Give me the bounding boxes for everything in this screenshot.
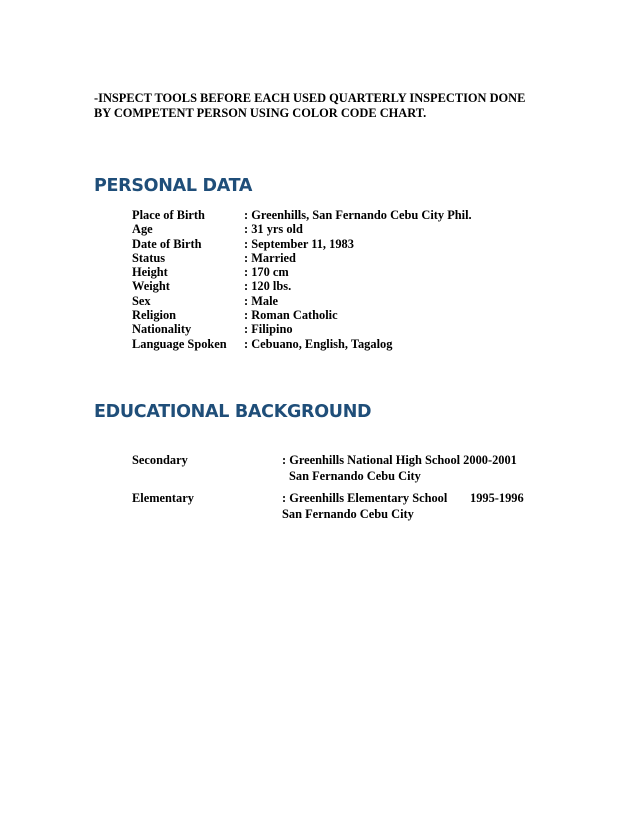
status-value: : Married <box>244 250 296 265</box>
personal-data-row <box>132 251 472 265</box>
personal-data-row <box>132 208 472 222</box>
height-value: : 170 cm <box>244 265 289 280</box>
personal-data-row <box>132 308 472 322</box>
inspection-note-line-1: -INSPECT TOOLS BEFORE EACH USED QUARTERLY INSPECTION DONE <box>94 91 526 105</box>
elementary-years: 1995-1996 <box>470 491 524 505</box>
religion-value: : Roman Catholic <box>244 308 338 323</box>
personal-data-row <box>132 294 472 308</box>
inspection-note-line-2: BY COMPETENT PERSON USING COLOR CODE CHART. <box>94 106 427 120</box>
personal-data-row <box>132 337 472 351</box>
weight-value: : 120 lbs. <box>244 279 292 294</box>
elementary-school: : Greenhills Elementary School <box>282 491 448 505</box>
sex-label: Sex <box>132 293 151 308</box>
personal-data-row <box>132 279 472 293</box>
personal-data-row <box>132 322 472 336</box>
language-spoken-value: : Cebuano, English, Tagalog <box>244 336 393 351</box>
age-label: Age <box>132 222 153 237</box>
religion-label: Religion <box>132 308 177 323</box>
personal-data-row <box>132 222 472 236</box>
personal-data-row <box>132 237 472 251</box>
place-of-birth-value: : Greenhills, San Fernando Cebu City Phil. <box>244 208 472 222</box>
nationality-value: : Filipino <box>244 322 293 337</box>
elementary-label: Elementary <box>132 491 194 505</box>
inspection-note <box>94 91 574 121</box>
status-label: Status <box>132 250 166 265</box>
secondary-location: San Fernando Cebu City <box>289 469 421 483</box>
educational-background-heading: EDUCATIONAL BACKGROUND <box>94 402 372 422</box>
height-label: Height <box>132 265 168 280</box>
place-of-birth-label: Place of Birth <box>132 208 205 222</box>
date-of-birth-value: : September 11, 1983 <box>244 236 354 251</box>
nationality-label: Nationality <box>132 322 192 337</box>
personal-data-row <box>132 265 472 279</box>
language-spoken-label: Language Spoken <box>132 336 227 351</box>
sex-value: : Male <box>244 293 279 308</box>
age-value: : 31 yrs old <box>244 222 303 237</box>
secondary-label: Secondary <box>132 453 188 467</box>
weight-label: Weight <box>132 279 170 294</box>
date-of-birth-label: Date of Birth <box>132 236 202 251</box>
personal-data-heading: PERSONAL DATA <box>94 176 253 196</box>
personal-data-table <box>132 208 472 351</box>
elementary-location: San Fernando Cebu City <box>282 507 414 521</box>
secondary-school: : Greenhills National High School 2000-2001 <box>282 453 517 467</box>
